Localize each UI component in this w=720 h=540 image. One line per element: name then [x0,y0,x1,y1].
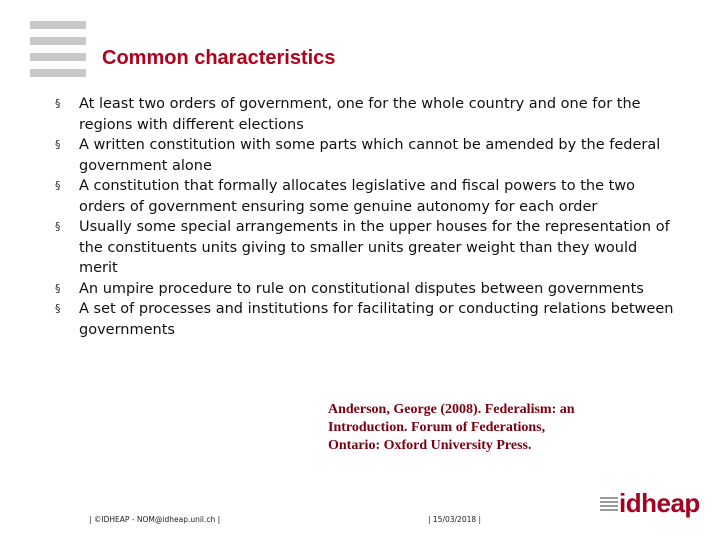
bullet-list [55,94,675,340]
bullet-item [55,176,675,217]
bullet-text: An umpire procedure to rule on constitutional disputes between governments [79,280,644,297]
bullet-item [55,217,675,279]
logo-bars-icon [30,21,86,85]
idheap-logo [600,488,700,520]
bullet-marker-icon: § [55,138,61,151]
logo-bar [30,53,86,61]
bullet-text: At least two orders of government, one for the whole country and one for the regions with different elections [79,96,641,133]
bullet-text: A constitution that formally allocates legislative and fiscal powers to the two orders of government ensuring some genuine autonomy for each order [79,178,636,215]
bullet-text: A written constitution with some parts which cannot be amended by the federal government alone [79,137,661,174]
bullet-item [55,299,675,340]
bullet-marker-icon: § [55,220,61,233]
logo-bar [30,69,86,77]
bullet-marker-icon: § [55,302,61,315]
bullet-item [55,94,675,135]
brand-text: idheap [619,488,700,518]
logo-bar [30,37,86,45]
citation: Anderson, George (2008). Federalism: an Introduction. Forum of Federations, Ontario: Oxford University Press. [328,402,575,453]
bullet-marker-icon: § [55,97,61,110]
brand-lines-icon [600,497,618,513]
bullet-item [55,279,675,300]
bullet-marker-icon: § [55,281,61,295]
footer-copyright: | ©IDHEAP - NOM@idheap.unil.ch | [89,515,221,524]
bullet-text: Usually some special arrangements in the upper houses for the representation of the constituents units giving to smaller units greater weight than they would merit [79,219,670,276]
bullet-text: A set of processes and institutions for facilitating or conducting relations between governments [79,301,674,338]
slide-title: Common characteristics [102,47,336,69]
bullet-marker-icon: § [55,179,61,192]
logo-bar [30,21,86,29]
bullet-item [55,135,675,176]
footer-date: | 15/03/2018 | [428,515,482,524]
